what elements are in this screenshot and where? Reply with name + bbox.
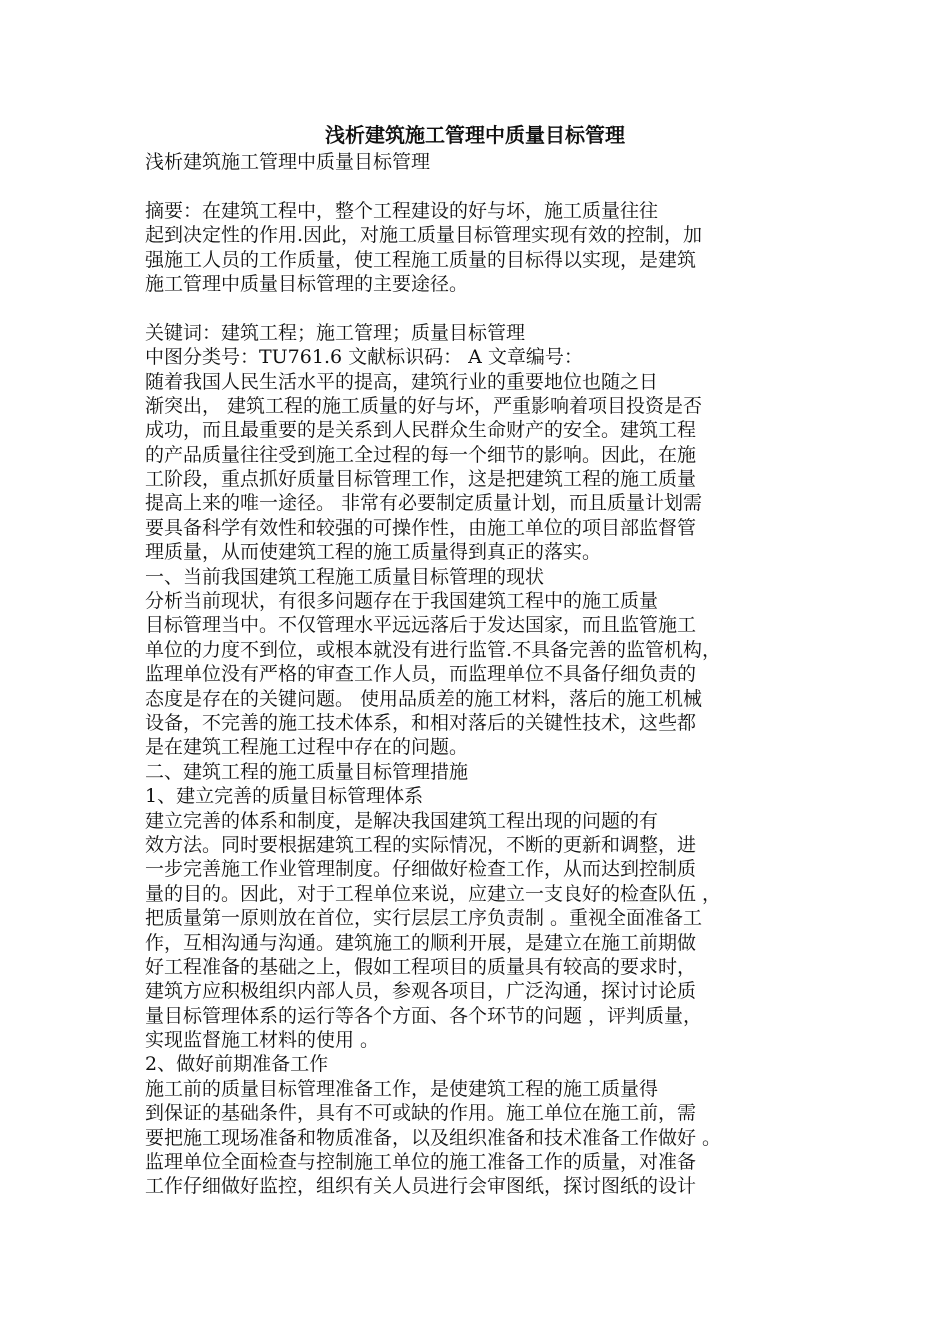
text-line: 一步完善施工作业管理制度。仔细做好检查工作，从而达到控制质 [145, 858, 697, 881]
text-line: 分析当前现状，有很多问题存在于我国建筑工程中的施工质量 [145, 590, 659, 613]
text-line: 到保证的基础条件，具有不可或缺的作用。施工单位在施工前，需 [145, 1102, 697, 1125]
text-line: 要具备科学有效性和较强的可操作性，由施工单位的项目部监督管 [145, 516, 697, 539]
text-line: 把质量第一原则放在首位，实行层层工序负责制 。重视全面准备工 [145, 907, 703, 930]
text-line: 理质量，从而使建筑工程的施工质量得到真正的落实。 [145, 541, 602, 564]
text-line: 好工程准备的基础之上，假如工程项目的质量具有较高的要求时， [145, 955, 697, 978]
text-line: 效方法。同时要根据建筑工程的实际情况，不断的更新和调整，进 [145, 833, 697, 856]
text-line: 摘要：在建筑工程中，整个工程建设的好与坏，施工质量往往 [145, 199, 659, 222]
text-line: 量目标管理体系的运行等各个方面、各个环节的问题 ，评判质量， [145, 1004, 703, 1027]
text-line: 提高上来的唯一途径。 非常有必要制定质量计划，而且质量计划需 [145, 492, 703, 515]
text-line: 态度是存在的关键问题。 使用品质差的施工材料，落后的施工机械 [145, 687, 703, 710]
text-line: 施工前的质量目标管理准备工作，是使建筑工程的施工质量得 [145, 1077, 659, 1100]
text-line: 二、建筑工程的施工质量目标管理措施 [145, 760, 469, 783]
text-line: 的产品质量往往受到施工全过程的每一个细节的影响。因此，在施 [145, 443, 697, 466]
text-line: 监理单位全面检查与控制施工单位的施工准备工作的质量，对准备 [145, 1151, 697, 1174]
text-line: 设备，不完善的施工技术体系，和相对落后的关键性技术，这些都 [145, 711, 697, 734]
text-line: 工阶段，重点抓好质量目标管理工作，这是把建筑工程的施工质量 [145, 468, 697, 491]
text-line: 要把施工现场准备和物质准备，以及组织准备和技术准备工作做好 。 [145, 1126, 722, 1149]
text-line: 关键词：建筑工程；施工管理；质量目标管理 [145, 321, 526, 344]
blank-line [145, 174, 810, 198]
text-line: 一、当前我国建筑工程施工质量目标管理的现状 [145, 565, 545, 588]
text-line: 中图分类号：TU761.6 文献标识码： A 文章编号： [145, 346, 583, 369]
text-line: 建立完善的体系和制度，是解决我国建筑工程出现的问题的有 [145, 809, 659, 832]
text-line: 1、建立完善的质量目标管理体系 [145, 785, 424, 808]
text-line: 是在建筑工程施工过程中存在的问题。 [145, 736, 469, 759]
text-line: 监理单位没有严格的审查工作人员，而监理单位不具备仔细负责的 [145, 663, 697, 686]
text-line: 单位的力度不到位，或根本就没有进行监管.不具备完善的监管机构， [145, 638, 722, 661]
text-line: 强施工人员的工作质量，使工程施工质量的目标得以实现，是建筑 [145, 248, 697, 271]
text-line: 目标管理当中。不仅管理水平远远落后于发达国家，而且监管施工 [145, 614, 697, 637]
text-line: 浅析建筑施工管理中质量目标管理 [145, 151, 431, 173]
blank-line [145, 296, 810, 320]
document-title: 浅析建筑施工管理中质量目标管理 [325, 123, 625, 147]
text-line: 量的目的。因此，对于工程单位来说，应建立一支良好的检查队伍 ， [145, 882, 722, 905]
text-line: 随着我国人民生活水平的提高，建筑行业的重要地位也随之日 [145, 370, 659, 393]
text-line: 实现监督施工材料的使用 。 [145, 1029, 380, 1052]
document-body [145, 150, 810, 1199]
text-line: 工作仔细做好监控，组织有关人员进行会审图纸，探讨图纸的设计 [145, 1175, 697, 1198]
text-line: 起到决定性的作用.因此，对施工质量目标管理实现有效的控制，加 [145, 224, 703, 247]
text-line: 建筑方应积极组织内部人员，参观各项目，广泛沟通，探讨讨论质 [145, 980, 697, 1003]
text-line: 作，互相沟通与沟通。建筑施工的顺利开展，是建立在施工前期做 [145, 931, 697, 954]
text-line: 渐突出， 建筑工程的施工质量的好与坏，严重影响着项目投资是否 [145, 394, 703, 417]
text-line: 2、做好前期准备工作 [145, 1053, 329, 1076]
text-line: 成功，而且最重要的是关系到人民群众生命财产的安全。建筑工程 [145, 419, 697, 442]
text-line: 施工管理中质量目标管理的主要途径。 [145, 272, 469, 295]
